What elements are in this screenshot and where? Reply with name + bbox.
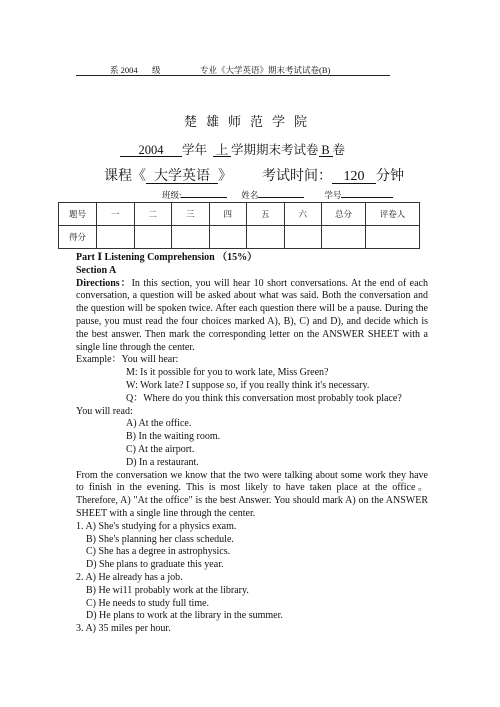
- time-line: [262, 165, 404, 185]
- exam-year: 2004: [120, 144, 182, 157]
- score-cell[interactable]: [209, 226, 247, 249]
- score-cell[interactable]: [247, 226, 285, 249]
- score-header-cell: 一: [97, 203, 135, 226]
- part-title: Part Ⅰ Listening Comprehension （15%）: [76, 252, 258, 263]
- header-rule: [76, 75, 390, 76]
- exam-body: [76, 252, 428, 636]
- score-table: [58, 202, 420, 249]
- header-dept: 系 2004: [110, 65, 138, 75]
- id-label: 学号: [324, 190, 342, 200]
- score-cell[interactable]: [134, 226, 172, 249]
- question-option: D) She plans to graduate this year.: [86, 559, 224, 571]
- example-option: D) In a restaurant.: [126, 456, 199, 468]
- example-w: W: Work late? I suppose so, if you really think it's necessary.: [126, 379, 370, 391]
- score-header-cell: 六: [284, 203, 322, 226]
- explanation: From the conversation we know that the two were talking about some work they have to finish in the evening. This is most likely to have taken place at the office。Therefore, A) "At the office" is the best Answer. You should mark A) on the ANSWER SHEET with a single line through the center.: [76, 469, 428, 519]
- score-header-cell: 五: [247, 203, 285, 226]
- score-header-cell: 三: [172, 203, 210, 226]
- time-value: 120: [332, 171, 376, 184]
- example-option: B) In the waiting room.: [126, 431, 221, 443]
- score-header-cell: 二: [134, 203, 172, 226]
- read-label: You will read:: [76, 405, 133, 417]
- score-cell[interactable]: [284, 226, 322, 249]
- question-option: B) He wi11 probably work at the library.: [86, 584, 249, 596]
- course-suffix: 》: [218, 169, 232, 184]
- example-q: Q：Where do you think this conversation most probably took place?: [126, 392, 402, 404]
- directions-text: In this section, you will hear 10 short conversations. At the end of each conversation, a question will be asked about what was said. Both the conversation and the question will be spoken twice. After each question there will be a pause. During the pause, you must read the four choices marked A), B), C) and D), and decide which is the best answer. Then mark the corresponding letter on the ANSWER SHEET with a single line through the center.: [76, 277, 428, 353]
- exam-line: [120, 140, 345, 158]
- example-option: A) At the office.: [126, 418, 192, 430]
- example-label: Example：You will hear:: [76, 354, 179, 366]
- score-header-cell: 评卷人: [366, 203, 420, 226]
- score-cell[interactable]: [366, 226, 420, 249]
- time-unit: 分钟: [376, 169, 404, 184]
- example-m: M: Is it possible for you to work late, Miss Green?: [126, 367, 329, 379]
- exam-paper-suffix: 卷: [332, 143, 346, 157]
- section-title: Section A: [76, 264, 117, 276]
- question-option: B) She's planning her class schedule.: [86, 533, 234, 545]
- exam-paper: B: [319, 144, 333, 157]
- score-cell[interactable]: [97, 226, 135, 249]
- class-field[interactable]: [181, 197, 227, 198]
- name-field[interactable]: [258, 197, 304, 198]
- name-label: 姓名: [241, 190, 259, 200]
- course-name: 大学英语: [146, 171, 218, 184]
- exam-term: 上: [213, 144, 231, 157]
- school-name: 楚雄师范学院: [183, 114, 316, 129]
- student-info: [162, 189, 393, 201]
- score-table-score-row: [59, 226, 420, 249]
- question-option: C) He needs to study full time.: [86, 597, 210, 609]
- exam-middle: 学期期末考试卷: [231, 143, 319, 157]
- score-table-header-row: [59, 203, 420, 226]
- exam-year-suffix: 学年: [182, 143, 208, 157]
- id-field[interactable]: [341, 197, 393, 198]
- header-major-title: 专业《大学英语》期末考试试卷(B): [200, 65, 331, 75]
- question-option: D) He plans to work at the library in the summer.: [86, 610, 283, 622]
- example-option: C) At the airport.: [126, 443, 195, 455]
- question-option: C) She has a degree in astrophysics.: [86, 546, 231, 558]
- score-header-cell: 总分: [322, 203, 366, 226]
- score-header-cell: 四: [209, 203, 247, 226]
- class-label: 班级:: [162, 190, 182, 200]
- course-prefix: 课程《: [104, 169, 146, 184]
- directions-label: Directions：: [76, 277, 132, 289]
- course-line: [104, 165, 232, 185]
- score-header-cell: 题号: [59, 203, 97, 226]
- score-cell[interactable]: [172, 226, 210, 249]
- header-level: 级: [152, 65, 161, 75]
- question-option: 3. A) 35 miles per hour.: [76, 623, 171, 635]
- score-cell[interactable]: [322, 226, 366, 249]
- directions: [76, 278, 428, 355]
- question-option: 1. A) She's studying for a physics exam.: [76, 520, 237, 532]
- time-label: 考试时间：: [262, 169, 332, 184]
- question-option: 2. A) He already has a job.: [76, 571, 183, 583]
- score-row-label: 得分: [59, 226, 97, 249]
